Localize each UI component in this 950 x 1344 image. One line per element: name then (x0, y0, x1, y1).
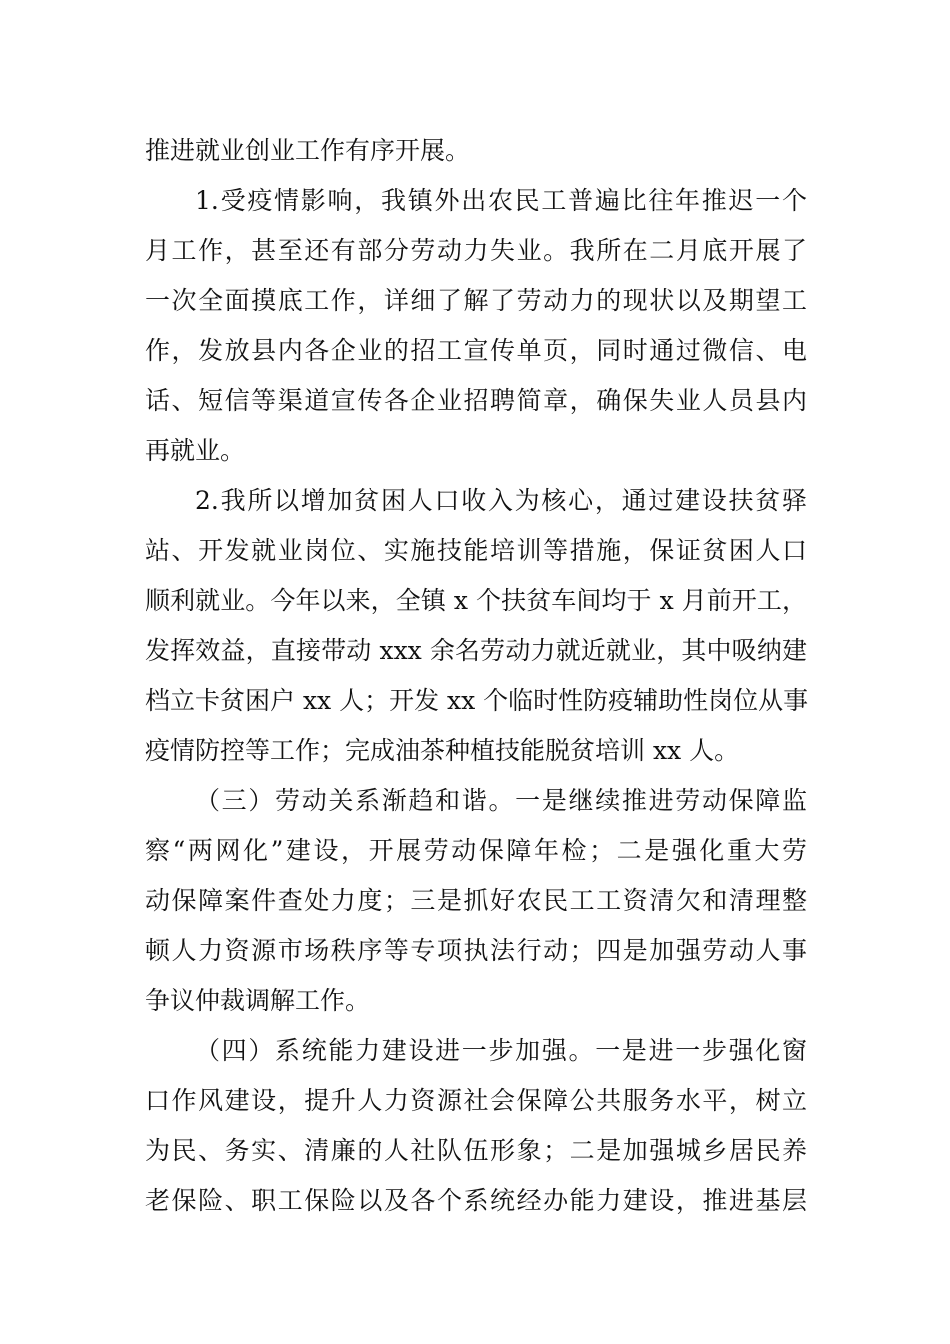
text-line: 1.受疫情影响，我镇外出农民工普遍比往年推迟一个 (195, 186, 807, 215)
text-line: 顺利就业。今年以来，全镇 x 个扶贫车间均于 x 月前开工， (145, 586, 807, 615)
text-line: 站、开发就业岗位、实施技能培训等措施，保证贫困人口 (145, 536, 807, 565)
paragraph-item-2 (145, 476, 807, 776)
text-line: 疫情防控等工作；完成油茶种植技能脱贫培训 xx 人。 (145, 736, 740, 765)
text-line: 再就业。 (145, 436, 246, 465)
text-line: 作，发放县内各企业的招工宣传单页，同时通过微信、电 (145, 336, 807, 365)
text-line: 顿人力资源市场秩序等专项执法行动；四是加强劳动人事 (145, 936, 807, 965)
text-line: 月工作，甚至还有部分劳动力失业。我所在二月底开展了 (145, 236, 807, 265)
text-line: 话、短信等渠道宣传各企业招聘简章，确保失业人员县内 (145, 386, 807, 415)
text-line: 口作风建设，提升人力资源社会保障公共服务水平，树立 (145, 1086, 807, 1115)
text-line: （四）系统能力建设进一步加强。一是进一步强化窗 (195, 1036, 807, 1065)
text-line: 2.我所以增加贫困人口收入为核心，通过建设扶贫驿 (195, 486, 807, 515)
text-line: 推进就业创业工作有序开展。 (145, 136, 471, 165)
paragraph-section-3 (145, 776, 807, 1026)
paragraph-section-4 (145, 1026, 807, 1226)
text-line: （三）劳动关系渐趋和谐。一是继续推进劳动保障监 (195, 786, 807, 815)
paragraph-continuation (145, 126, 807, 176)
text-line: 发挥效益，直接带动 xxx 余名劳动力就近就业，其中吸纳建 (145, 636, 807, 665)
text-line: 察“两网化”建设，开展劳动保障年检；二是强化重大劳 (145, 836, 807, 865)
text-line: 老保险、职工保险以及各个系统经办能力建设，推进基层 (145, 1186, 807, 1215)
text-line: 档立卡贫困户 xx 人；开发 xx 个临时性防疫辅助性岗位从事 (145, 686, 809, 715)
text-line: 争议仲裁调解工作。 (145, 986, 371, 1015)
document-page (145, 126, 807, 1226)
text-line: 为民、务实、清廉的人社队伍形象；二是加强城乡居民养 (145, 1136, 807, 1165)
paragraph-item-1 (145, 176, 807, 476)
text-line: 一次全面摸底工作，详细了解了劳动力的现状以及期望工 (145, 286, 807, 315)
text-line: 动保障案件查处力度；三是抓好农民工工资清欠和清理整 (145, 886, 807, 915)
